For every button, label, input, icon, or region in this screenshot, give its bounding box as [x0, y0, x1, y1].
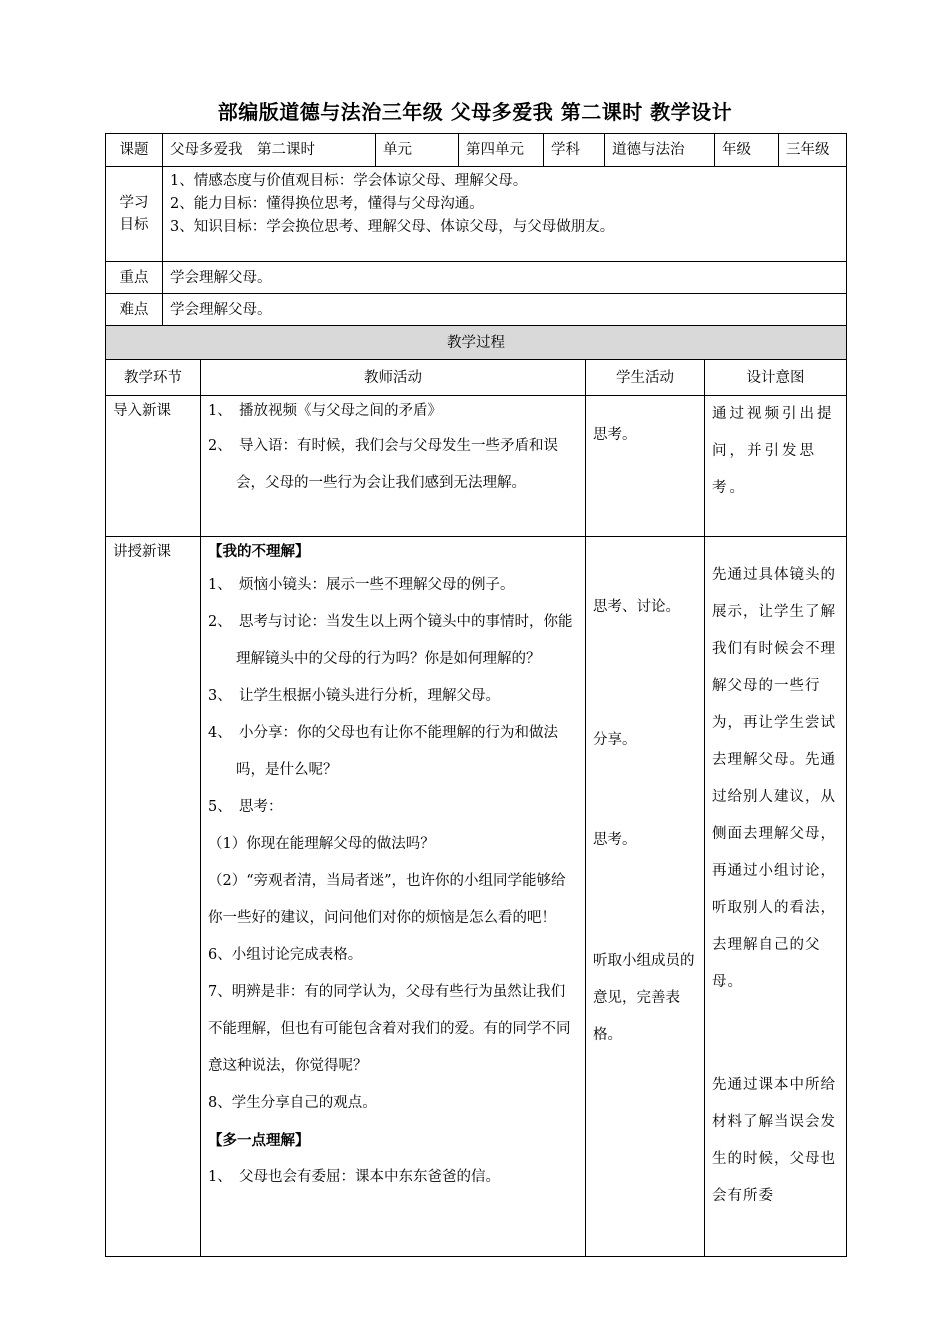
teacher-step: （2）“旁观者清，当局者迷”，也许你的小组同学能够给你一些好的建议，问问他们对你的烦恼是怎么看的吧！ [208, 873, 566, 926]
teacher-step: 2、 导入语：有时候，我们会与父母发生一些矛盾和误会，父母的一些行为会让我们感到无法理解。 [208, 438, 558, 491]
teacher-step: 5、 思考： [208, 799, 283, 815]
teacher-step: 1、 播放视频《与父母之间的矛盾》 [208, 403, 442, 419]
design-intent: 先通过课本中所给材料了解当误会发生的时候，父母也会有所委 [712, 1077, 836, 1204]
topic-value: 父母多爱我 第二课时 [163, 134, 376, 167]
process-heading-row [106, 326, 847, 360]
intro-stage: 导入新课 [106, 396, 201, 537]
unit-value: 第四单元 [459, 134, 544, 167]
goals-content [163, 167, 847, 262]
intro-teacher [201, 396, 586, 537]
difficulty-label: 难点 [106, 294, 163, 326]
key-point-value: 学会理解父母。 [163, 262, 847, 294]
subject-label: 学科 [544, 134, 605, 167]
teacher-step: 1、 父母也会有委屈：课本中东东爸爸的信。 [208, 1169, 500, 1185]
new-student [586, 537, 705, 1257]
student-activity: 思考、讨论。 [593, 599, 680, 615]
teacher-step: 2、 思考与讨论：当发生以上两个镜头中的事情时，你能理解镜头中的父母的行为吗？你是如何理解的？ [208, 614, 573, 667]
section-heading: 【多一点理解】 [208, 1132, 310, 1149]
goals-label [106, 167, 163, 262]
difficulty-row [106, 294, 847, 326]
column-header: 学生活动 [586, 360, 705, 396]
document-title: 部编版道德与法治三年级 父母多爱我 第二课时 教学设计 [217, 100, 733, 124]
section-heading: 【我的不理解】 [208, 543, 310, 560]
intro-student: 思考。 [586, 396, 705, 537]
process-table [105, 325, 847, 1257]
goal-item: 2、能力目标：懂得换位思考，懂得与父母沟通。 [170, 196, 484, 212]
new-teacher [201, 537, 586, 1257]
goals-row [106, 167, 847, 262]
grade-value: 三年级 [779, 134, 847, 167]
topic-label: 课题 [106, 134, 163, 167]
teacher-step: （1）你现在能理解父母的做法吗？ [208, 836, 435, 852]
teacher-step: 7、明辨是非：有的同学认为，父母有些行为虽然让我们不能理解，但也有可能包含着对我们的爱。有的同学不同意这种说法，你觉得呢？ [208, 984, 571, 1074]
teacher-step: 8、学生分享自己的观点。 [208, 1095, 377, 1111]
intro-design: 通过视频引出提问，并引发思考。 [705, 396, 847, 537]
column-header: 教师活动 [201, 360, 586, 396]
goal-item: 3、知识目标：学会换位思考、理解父母、体谅父母，与父母做朋友。 [170, 219, 615, 235]
grade-label: 年级 [715, 134, 779, 167]
column-header: 教学环节 [106, 360, 201, 396]
student-activity: 思考。 [593, 832, 637, 848]
key-point-row [106, 262, 847, 294]
teacher-step: 6、小组讨论完成表格。 [208, 947, 363, 963]
new-lesson-row [106, 537, 847, 1257]
new-stage: 讲授新课 [106, 537, 201, 1257]
intro-row [106, 396, 847, 537]
column-header: 设计意图 [705, 360, 847, 396]
teacher-step: 1、 烦恼小镜头：展示一些不理解父母的例子。 [208, 577, 515, 593]
goals-label-line1: 学习 [119, 195, 149, 211]
unit-label: 单元 [376, 134, 459, 167]
difficulty-value: 学会理解父母。 [163, 294, 847, 326]
design-intent: 先通过具体镜头的展示，让学生了解我们有时候会不理解父母的一些行为，再让学生尝试去理解父母。先通过给别人建议，从侧面去理解父母，再通过小组讨论，听取别人的看法，去理解自己的父母。 [712, 567, 836, 990]
key-point-label: 重点 [106, 262, 163, 294]
lesson-info-table [105, 133, 847, 326]
goal-item: 1、情感态度与价值观目标：学会体谅父母、理解父母。 [170, 173, 528, 189]
header-row [106, 134, 847, 167]
goals-label-line2: 目标 [119, 217, 149, 233]
new-design [705, 537, 847, 1257]
student-activity: 听取小组成员的意见，完善表格。 [593, 953, 695, 1043]
process-columns-row [106, 360, 847, 396]
teacher-step: 3、 让学生根据小镜头进行分析，理解父母。 [208, 688, 500, 704]
teacher-step: 4、 小分享：你的父母也有让你不能理解的行为和做法吗，是什么呢？ [208, 725, 558, 778]
student-activity: 分享。 [593, 732, 637, 748]
process-heading: 教学过程 [106, 326, 847, 360]
subject-value: 道德与法治 [605, 134, 715, 167]
